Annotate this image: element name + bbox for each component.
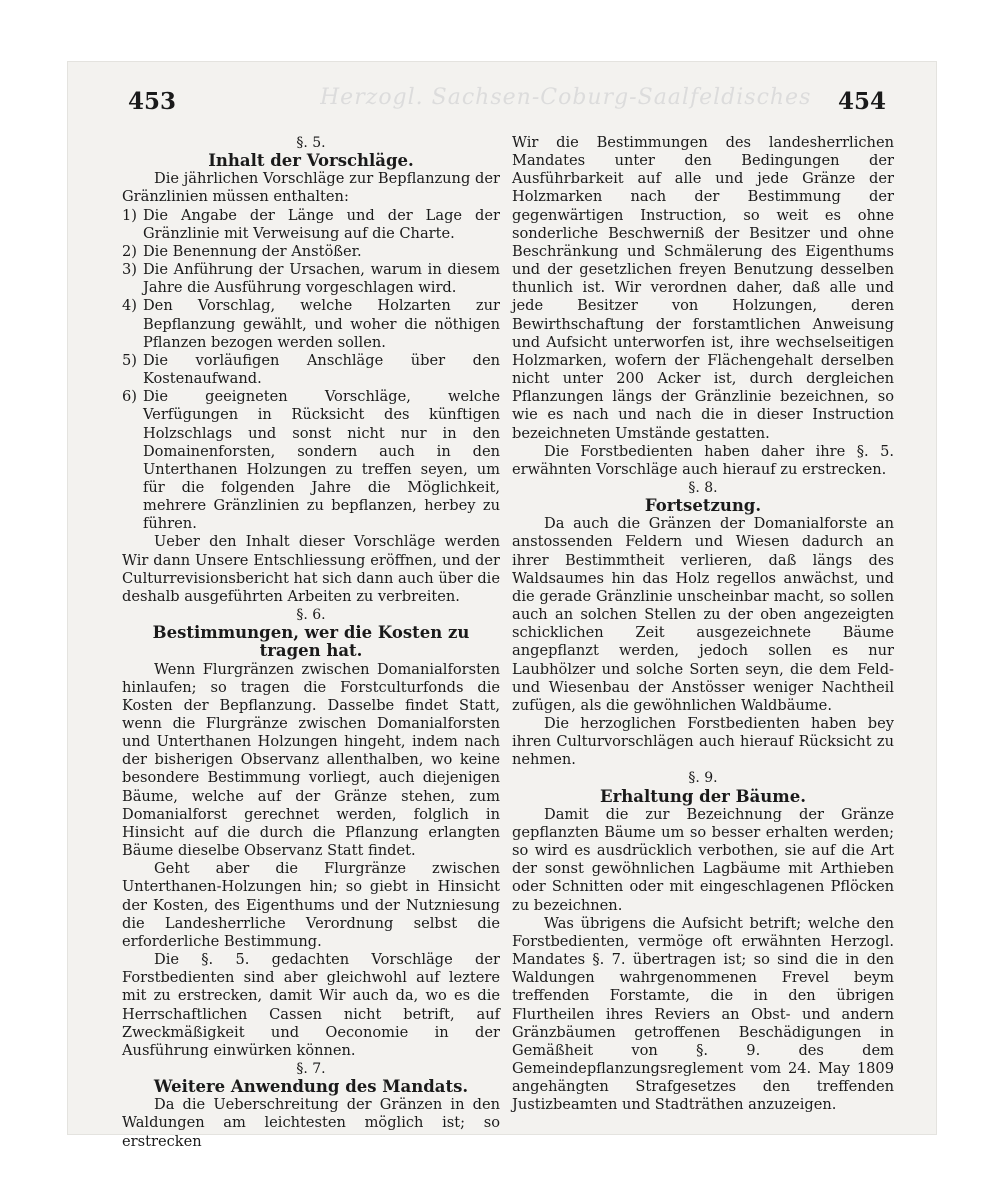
list-item — [122, 297, 500, 351]
list-item-text: Die Angabe der Länge und der Lage der Gränzlinie mit Verweisung auf die Charte. — [142, 206, 500, 242]
list-item — [122, 388, 500, 533]
section-6-title: Bestimmungen, wer die Kosten zu tragen hat. — [152, 623, 470, 661]
section-6-paragraph-3: Die §. 5. gedachten Vorschläge der Forstbedienten sind aber gleichwohl auf leztere mit zu erstrecken, damit Wir auch da, wo es die Herrschaftlichen Cassen nicht betrift, auf Zweckmäßigkeit und Oeconomie in der Ausführung einwürken können. — [122, 951, 500, 1059]
list-item-number: 6) — [122, 388, 137, 406]
section-8-paragraph-1: Da auch die Gränzen der Domanialforste an anstossenden Feldern und Wiesen dadurch an ihrer Bestimmtheit verlieren, daß längs des Waldsaumes hin das Holz regellos anwächst, und die gerade Gränzlinie unscheinbar macht, so sollen auch an solchen Stellen zu der oben angezeigten schicklichen Zeit ausgezeichnete Bäume angepflanzt werden, jedoch sollen es nur Laubhölzer und solche Sorten seyn, die dem Feld- und Wiesenbau der Anstösser weniger Nachtheil zufügen, als die gewöhnlichen Waldbäume. — [512, 515, 894, 714]
left-page-number: 453 — [128, 88, 177, 115]
bleed-through-header: Herzogl. Sachsen-Coburg-Saalfeldisches — [320, 85, 812, 110]
section-7-paragraph-1: Da die Ueberschreitung der Gränzen in den Waldungen am leichtesten möglich ist; so erstrecken — [122, 1096, 500, 1150]
section-8-title: Fortsetzung. — [644, 496, 762, 516]
section-8-paragraph-2: Die herzoglichen Forstbedienten haben bey ihren Culturvorschlägen auch hierauf Rücksicht zu nehmen. — [512, 715, 894, 769]
list-item — [122, 352, 500, 388]
list-item-number: 5) — [122, 351, 137, 369]
list-item-number: 3) — [122, 261, 137, 279]
right-page-number: 454 — [838, 88, 887, 115]
list-item-text: Den Vorschlag, welche Holzarten zur Bepflanzung gewählt, und woher die nöthigen Pflanzen bezogen werden sollen. — [142, 297, 500, 351]
section-8-number: §. 8. — [688, 479, 718, 496]
list-item-text: Die vorläufigen Anschläge über den Kostenaufwand. — [142, 351, 500, 388]
section-6-paragraph-1: Wenn Flurgränzen zwischen Domanialforsten hinlaufen; so tragen die Forstculturfonds die Kosten der Bepflanzung. Dasselbe findet Statt, wenn die Flurgränze zwischen Domanialforsten und Unterthanen Holzungen hingeht, indem nach der bisherigen Observanz allenthalben, wo keine besondere Bestimmung vorliegt, auch diejenigen Bäume, welche auf der Gränze stehen, zum Domanialforst gerechnet werden, folglich in Hinsicht auf die durch die Pflanzung erlangten Bäume dieselbe Observanz Statt findet. — [122, 660, 500, 860]
right-column — [512, 134, 894, 1114]
section-5-list — [122, 207, 500, 534]
list-item — [122, 261, 500, 297]
section-7-paragraph-2: Die Forstbedienten haben daher ihre §. 5. erwähnten Vorschläge auch hierauf zu erstrecken. — [512, 442, 894, 478]
section-9-paragraph-2: Was übrigens die Aufsicht betrift; welche den Forstbedienten, vermöge oft erwähnten Herzogl. Mandates §. 7. übertragen ist; so sind die in den Waldungen wahrgenommenen Frevel beym treffenden Forstamte, die in den übrigen Flurtheilen ihres Reviers an Obst- und andern Gränzbäumen getroffenen Beschädigungen in Gemäßheit von §. 9. des dem Gemeindepflanzungsreglement vom 24. May 1809 angehängten Strafgesetzes den treffenden Justizbeamten und Stadträthen anzuzeigen. — [512, 914, 894, 1114]
section-9-number: §. 9. — [688, 770, 718, 787]
list-item — [122, 207, 500, 243]
list-item-text: Die Benennung der Anstößer. — [142, 242, 362, 260]
section-7-title: Weitere Anwendung des Mandats. — [153, 1077, 469, 1097]
list-item-number: 2) — [122, 242, 137, 260]
list-item-text: Die geeigneten Vorschläge, welche Verfügungen in Rücksicht des künftigen Holzschlags und sonst nicht nur in den Domainenforsten, sondern auch in den Unterthanen Holzungen zu treffen seyen, um für die folgenden Jahre die Möglichkeit, mehrere Gränzlinien zu bepflanzen, herbey zu führen. — [142, 388, 500, 533]
section-6-number: §. 6. — [296, 607, 326, 624]
list-item — [122, 243, 500, 261]
section-9-title: Erhaltung der Bäume. — [600, 786, 806, 806]
section-5-closing: Ueber den Inhalt dieser Vorschläge werden Wir dann Unsere Entschliessung eröffnen, und der Culturrevisionsbericht hat sich dann auch über die deshalb ausgeführten Arbeiten zu verbreiten. — [122, 533, 500, 605]
list-item-number: 4) — [122, 297, 137, 315]
left-column — [122, 134, 500, 1151]
section-5-number: §. 5. — [296, 135, 326, 151]
section-7-number: §. 7. — [296, 1060, 326, 1077]
list-item-text: Die Anführung der Ursachen, warum in diesem Jahre die Ausführung vorgeschlagen wird. — [142, 261, 500, 297]
list-item-number: 1) — [122, 206, 137, 224]
section-5-title: Inhalt der Vorschläge. — [208, 151, 414, 171]
section-9-paragraph-1: Damit die zur Bezeichnung der Gränze gepflanzten Bäume um so besser erhalten werden; so wird es ausdrücklich verbothen, sie auf die Art der sonst gewöhnlichen Lagbäume mit Arthieben oder Schnitten oder mit eingeschlagenen Pflöcken zu bezeichnen. — [512, 805, 894, 914]
section-7-continuation: Wir die Bestimmungen des landesherrlichen Mandates unter den Bedingungen der Ausführbarkeit auf alle und jede Gränze der Holzmarken nach der Bestimmung der gegenwärtigen Instruction, so weit es ohne sonderliche Beschwerniß der Besitzer und ohne Beschränkung und Schmälerung des Eigenthums und der gesetzlichen freyen Benutzung desselben thunlich ist. Wir verordnen daher, daß alle und jede Besitzer von Holzungen, deren Bewirthschaftung der forstamtlichen Anweisung und Aufsicht unterworfen ist, ihre wechselseitigen Holzmarken, wofern der Flächengehalt derselben nicht unter 200 Acker ist, durch dergleichen Pflanzungen längs der Gränzlinie bezeichnen, so wie es nach und nach die in dieser Instruction bezeichneten Umstände gestatten. — [512, 134, 894, 442]
section-5-intro: Die jährlichen Vorschläge zur Bepflanzung der Gränzlinien müssen enthalten: — [122, 170, 500, 206]
section-6-paragraph-2: Geht aber die Flurgränze zwischen Unterthanen-Holzungen hin; so giebt in Hinsicht der Kosten, des Eigenthums und der Nutzniesung die Landesherrliche Verordnung selbst die erforderliche Bestimmung. — [122, 860, 500, 950]
